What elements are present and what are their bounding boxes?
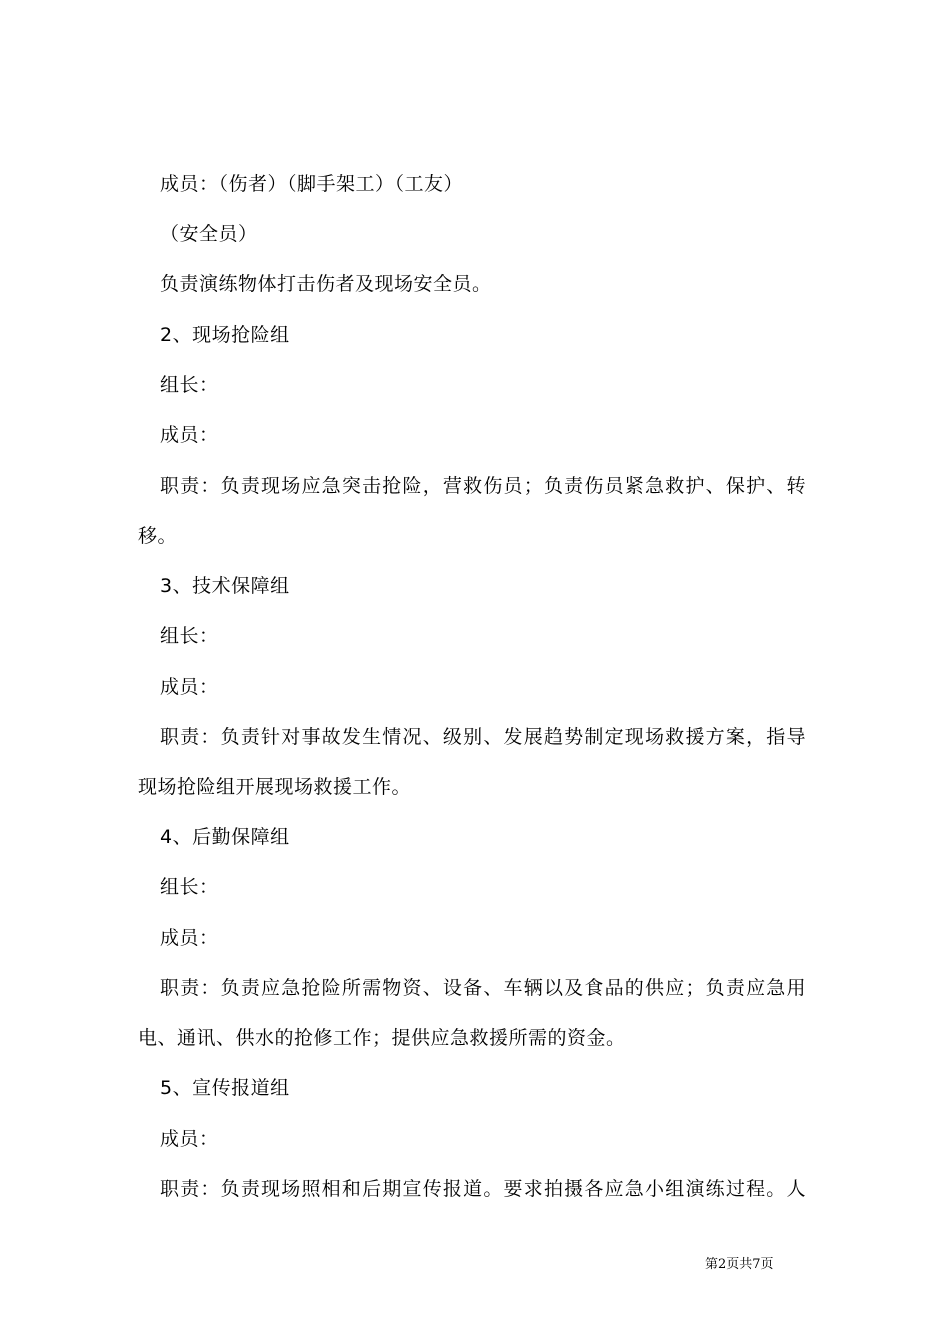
page-number: 第2页共7页 (705, 1257, 774, 1272)
text-line: 成员： (160, 927, 219, 949)
text-line: 成员： (160, 676, 219, 698)
text-line: 成员： (160, 424, 219, 446)
text-line: 成员：（伤者）（脚手架工）（工友） (160, 173, 464, 195)
text-line: 电、通讯、供水的抢修工作；提供应急救援所需的资金。 (138, 1027, 626, 1049)
section-heading: 3、技术保障组 (160, 575, 290, 597)
section-heading: 4、后勤保障组 (160, 826, 290, 848)
section-heading: 2、现场抢险组 (160, 324, 290, 346)
text-line: 负责演练物体打击伤者及现场安全员。 (160, 273, 492, 295)
text-line: 组长： (160, 374, 219, 396)
section-heading: 5、宣传报道组 (160, 1077, 290, 1099)
text-line: 职责：负责现场照相和后期宣传报道。要求拍摄各应急小组演练过程。人 (160, 1178, 806, 1200)
text-line: 职责：负责应急抢险所需物资、设备、车辆以及食品的供应；负责应急用 (160, 977, 806, 999)
text-line: 职责：负责针对事故发生情况、级别、发展趋势制定现场救援方案，指导 (160, 726, 806, 748)
text-line: 组长： (160, 625, 219, 647)
text-line: （安全员） (160, 223, 258, 245)
text-line: 组长： (160, 876, 219, 898)
text-line: 现场抢险组开展现场救援工作。 (138, 776, 412, 798)
text-line: 成员： (160, 1128, 219, 1150)
text-line: 职责：负责现场应急突击抢险，营救伤员；负责伤员紧急救护、保护、转 (160, 475, 806, 497)
text-line: 移。 (138, 525, 178, 547)
